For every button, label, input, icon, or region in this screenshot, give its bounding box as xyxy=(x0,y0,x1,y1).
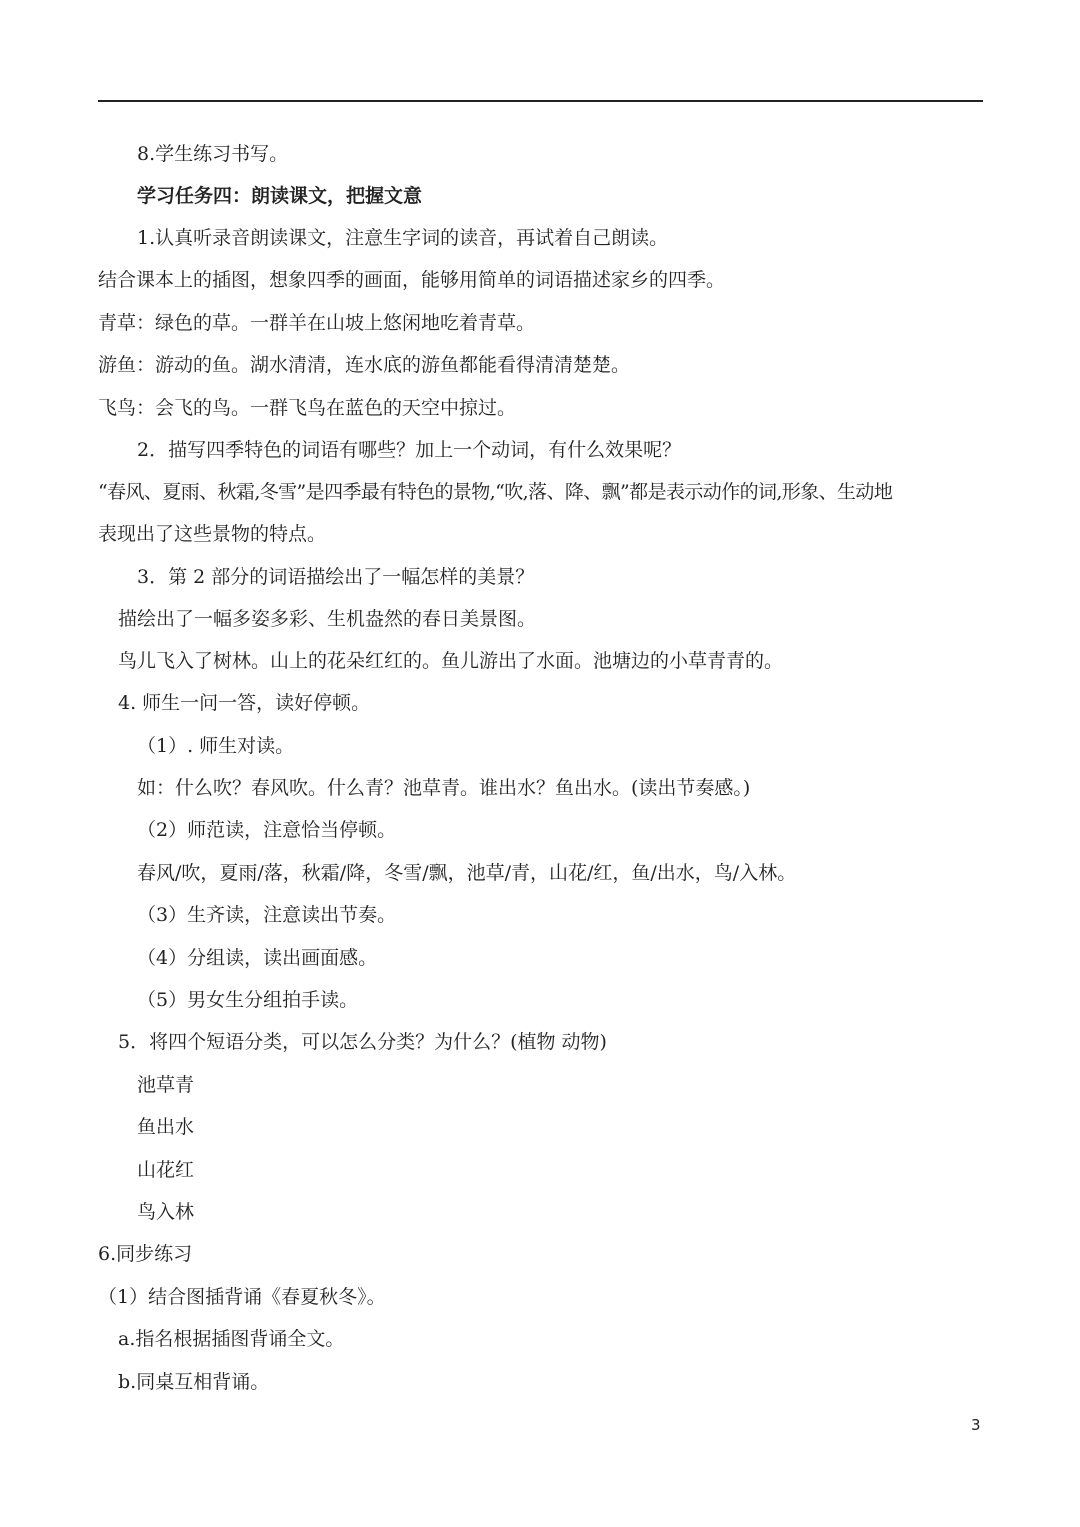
text-line: 2．描写四季特色的词语有哪些？加上一个动词，有什么效果呢？ xyxy=(137,439,682,461)
text-line: 青草：绿色的草。一群羊在山坡上悠闲地吃着青草。 xyxy=(98,312,536,334)
text-line: （1）. 师生对读。 xyxy=(137,735,295,757)
list-item: 山花红 xyxy=(137,1159,195,1181)
text-line: （3）生齐读，注意读出节奏。 xyxy=(137,904,397,926)
text-line: 结合课本上的插图，想象四季的画面，能够用简单的词语描述家乡的四季。 xyxy=(98,269,726,291)
text-line: “春风、夏雨、秋霜,冬雪”是四季最有特色的景物,“吹,落、降、飘”都是表示动作的词,形象、生动地 xyxy=(98,481,893,503)
text-line: 1.认真听录音朗读课文，注意生字词的读音，再试着自己朗读。 xyxy=(137,227,669,249)
text-line: 描绘出了一幅多姿多彩、生机盎然的春日美景图。 xyxy=(118,608,537,630)
text-line: （1）结合图插背诵《春夏秋冬》。 xyxy=(98,1286,386,1308)
text-line: （2）师范读，注意恰当停顿。 xyxy=(137,819,397,841)
list-item: 池草青 xyxy=(137,1074,195,1096)
text-line: 6.同步练习 xyxy=(98,1243,193,1265)
section-heading: 学习任务四：朗读课文，把握文意 xyxy=(137,185,423,207)
text-line: a.指名根据插图背诵全文。 xyxy=(118,1328,345,1350)
list-item: 鱼出水 xyxy=(137,1116,195,1138)
text-line: 飞鸟：会飞的鸟。一群飞鸟在蓝色的天空中掠过。 xyxy=(98,397,517,419)
text-line: 5．将四个短语分类，可以怎么分类？为什么？(植物 动物) xyxy=(118,1031,607,1053)
text-line: b.同桌互相背诵。 xyxy=(118,1371,270,1393)
text-line: 春风/吹，夏雨/落，秋霜/降，冬雪/飘，池草/青，山花/红，鱼/出水，鸟/入林。 xyxy=(137,862,797,884)
header-rule xyxy=(98,100,983,102)
text-line: 表现出了这些景物的特点。 xyxy=(98,523,327,545)
page-number: 3 xyxy=(971,1416,981,1434)
text-line: 如：什么吹？春风吹。什么青？池草青。谁出水？鱼出水。(读出节奏感。) xyxy=(137,777,751,799)
text-line: （4）分组读，读出画面感。 xyxy=(137,947,378,969)
text-line: 鸟儿飞入了树林。山上的花朵红红的。鱼儿游出了水面。池塘边的小草青青的。 xyxy=(118,650,784,672)
text-line: 3．第 2 部分的词语描绘出了一幅怎样的美景？ xyxy=(137,566,535,588)
text-line: 8.学生练习书写。 xyxy=(137,143,289,165)
list-item: 鸟入林 xyxy=(137,1201,195,1223)
text-line: 4. 师生一问一答，读好停顿。 xyxy=(118,692,371,714)
text-line: 游鱼：游动的鱼。湖水清清，连水底的游鱼都能看得清清楚楚。 xyxy=(98,354,631,376)
text-line: （5）男女生分组拍手读。 xyxy=(137,989,359,1011)
